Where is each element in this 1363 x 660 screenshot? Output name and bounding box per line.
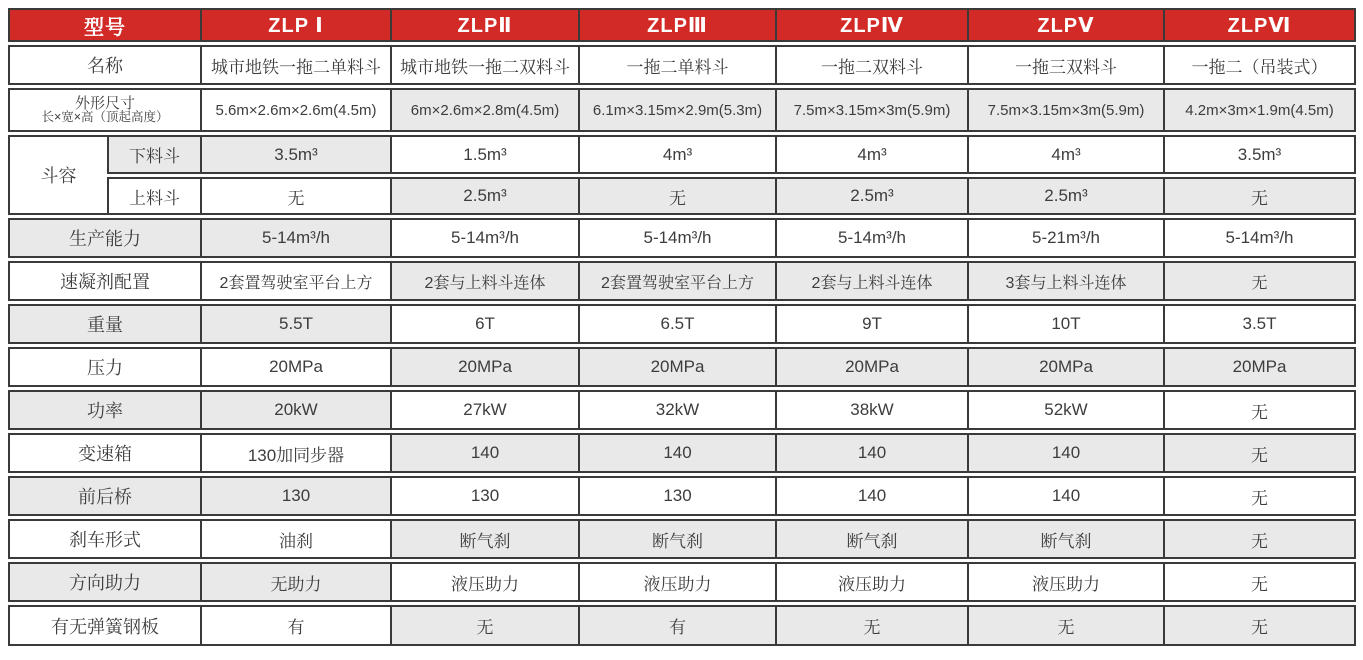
row-axles [8,476,1356,516]
spec-cell: 7.5m×3.15m×3m(5.9m) [967,88,1163,132]
spec-cell: 130 [200,476,390,516]
spec-cell: 断气刹 [775,519,967,559]
spec-cell: 一拖二（吊装式） [1163,45,1356,85]
spec-cell: 2.5m³ [967,177,1163,215]
row-steering [8,562,1356,602]
row-upper-hopper [8,177,1356,215]
row-accelerator [8,261,1356,301]
bucket-group-label: 斗容 [8,135,107,215]
spec-cell: 一拖三双料斗 [967,45,1163,85]
spec-cell: 无助力 [200,562,390,602]
spec-cell: 140 [775,476,967,516]
spec-cell: 140 [967,433,1163,473]
spec-cell: 无 [1163,519,1356,559]
spec-cell: 6.1m×3.15m×2.9m(5.3m) [578,88,775,132]
row-pressure [8,347,1356,387]
spec-cell: 无 [967,605,1163,646]
spec-cell: 断气刹 [967,519,1163,559]
spec-cell: 无 [1163,476,1356,516]
row-name [8,45,1356,85]
row-label: 刹车形式 [8,519,200,559]
spec-cell: 3.5m³ [1163,135,1356,174]
spec-cell: 有 [200,605,390,646]
spec-cell: 20MPa [578,347,775,387]
spec-cell: 无 [775,605,967,646]
spec-cell: 20MPa [200,347,390,387]
spec-cell: 6.5T [578,304,775,344]
spec-cell: 一拖二单料斗 [578,45,775,85]
row-label [8,88,200,132]
spec-cell: 140 [390,433,578,473]
row-label: 压力 [8,347,200,387]
row-label: 前后桥 [8,476,200,516]
spec-cell: 130加同步器 [200,433,390,473]
spec-cell: 20kW [200,390,390,430]
spec-cell: 1.5m³ [390,135,578,174]
spec-cell: 2套与上料斗连体 [390,261,578,301]
spec-cell: 2.5m³ [390,177,578,215]
row-lower-hopper [8,135,1356,174]
spec-cell: 130 [578,476,775,516]
row-label: 生产能力 [8,218,200,258]
spec-cell: 液压助力 [775,562,967,602]
header-cell-model-label: 型号 [8,8,200,42]
spec-cell: 无 [1163,562,1356,602]
spec-cell: 2.5m³ [775,177,967,215]
spec-cell: 4m³ [578,135,775,174]
spec-cell: 有 [578,605,775,646]
spec-cell: 断气刹 [578,519,775,559]
spec-cell: 2套置驾驶室平台上方 [578,261,775,301]
spec-cell: 4.2m×3m×1.9m(4.5m) [1163,88,1356,132]
spec-table [8,5,1356,649]
spec-cell: 城市地铁一拖二双料斗 [390,45,578,85]
row-label: 变速箱 [8,433,200,473]
spec-cell: 5-14m³/h [200,218,390,258]
spec-cell: 城市地铁一拖二单料斗 [200,45,390,85]
spec-cell: 3套与上料斗连体 [967,261,1163,301]
row-label: 速凝剂配置 [8,261,200,301]
spec-cell: 无 [1163,177,1356,215]
spec-cell: 3.5m³ [200,135,390,174]
row-weight [8,304,1356,344]
spec-cell: 无 [1163,433,1356,473]
row-gearbox [8,433,1356,473]
spec-cell: 无 [390,605,578,646]
header-cell-zlp2: ZLPⅡ [390,8,578,42]
header-cell-zlp4: ZLPⅣ [775,8,967,42]
spec-cell: 140 [967,476,1163,516]
spec-cell: 52kW [967,390,1163,430]
header-cell-zlp5: ZLPⅤ [967,8,1163,42]
spec-cell: 2套与上料斗连体 [775,261,967,301]
spec-cell: 无 [1163,390,1356,430]
spec-cell: 液压助力 [578,562,775,602]
row-capacity [8,218,1356,258]
spec-cell: 6m×2.6m×2.8m(4.5m) [390,88,578,132]
spec-cell: 液压助力 [967,562,1163,602]
table-header-row [8,8,1356,42]
spec-cell: 7.5m×3.15m×3m(5.9m) [775,88,967,132]
spec-cell: 4m³ [967,135,1163,174]
spec-cell: 5-21m³/h [967,218,1163,258]
spec-cell: 38kW [775,390,967,430]
spec-cell: 20MPa [390,347,578,387]
dims-label-main: 外形尺寸 [74,94,135,112]
spec-cell: 4m³ [775,135,967,174]
spec-cell: 无 [578,177,775,215]
row-label: 名称 [8,45,200,85]
spec-cell: 2套置驾驶室平台上方 [200,261,390,301]
spec-cell: 5-14m³/h [1163,218,1356,258]
spec-cell: 5.5T [200,304,390,344]
spec-cell: 140 [775,433,967,473]
spec-cell: 6T [390,304,578,344]
spec-cell: 断气刹 [390,519,578,559]
header-cell-zlp3: ZLPⅢ [578,8,775,42]
spec-cell: 无 [1163,261,1356,301]
row-label: 方向助力 [8,562,200,602]
spec-cell: 9T [775,304,967,344]
row-label: 有无弹簧钢板 [8,605,200,646]
spec-cell: 液压助力 [390,562,578,602]
dims-label-sub: 长×宽×高（顶起高度） [41,110,169,125]
row-dimensions [8,88,1356,132]
row-leaf-spring [8,605,1356,646]
spec-cell: 油刹 [200,519,390,559]
spec-cell: 无 [200,177,390,215]
row-brake-type [8,519,1356,559]
spec-cell: 5-14m³/h [390,218,578,258]
header-cell-zlp6: ZLPⅥ [1163,8,1356,42]
row-label: 重量 [8,304,200,344]
spec-cell: 5-14m³/h [775,218,967,258]
spec-cell: 130 [390,476,578,516]
spec-cell: 无 [1163,605,1356,646]
spec-cell: 10T [967,304,1163,344]
spec-cell: 20MPa [1163,347,1356,387]
spec-cell: 3.5T [1163,304,1356,344]
spec-cell: 140 [578,433,775,473]
spec-cell: 20MPa [967,347,1163,387]
header-cell-zlp1: ZLP Ⅰ [200,8,390,42]
spec-cell: 32kW [578,390,775,430]
spec-cell: 5.6m×2.6m×2.6m(4.5m) [200,88,390,132]
row-label: 功率 [8,390,200,430]
row-label: 下料斗 [107,135,200,174]
row-power [8,390,1356,430]
row-label: 上料斗 [107,177,200,215]
spec-cell: 27kW [390,390,578,430]
spec-cell: 一拖二双料斗 [775,45,967,85]
spec-cell: 20MPa [775,347,967,387]
spec-cell: 5-14m³/h [578,218,775,258]
